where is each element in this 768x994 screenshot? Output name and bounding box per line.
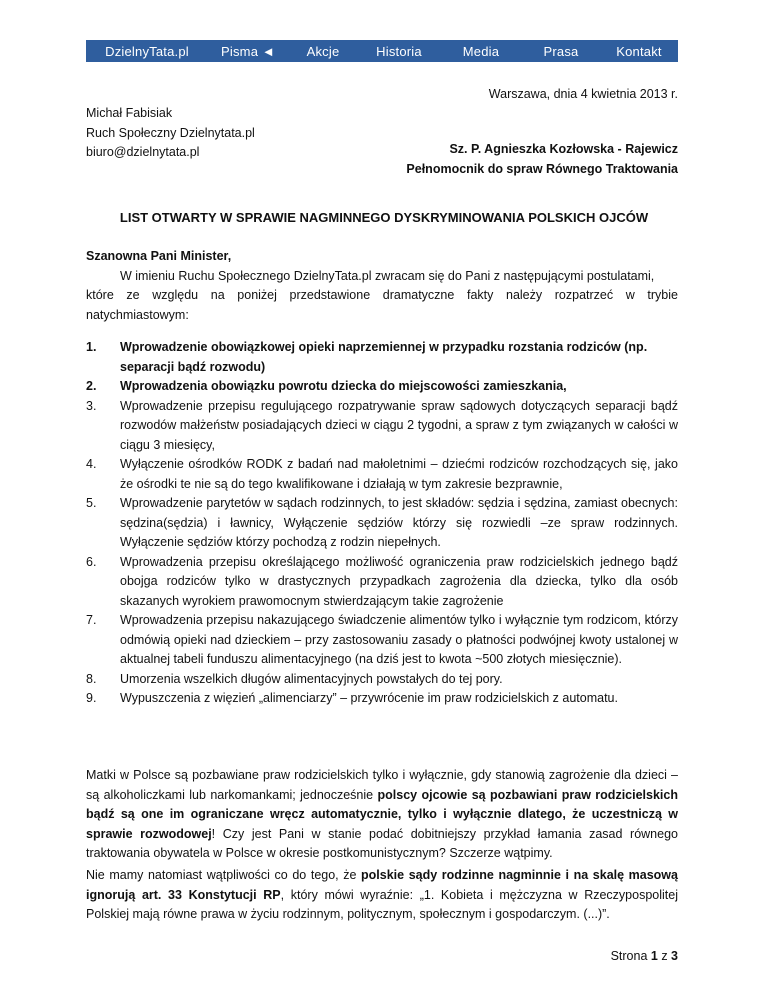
list-item-text: Wypuszczenia z więzień „alimenciarzy” – przywrócenie im praw rodzicielskich z automatu. xyxy=(120,691,618,705)
list-item-number: 2. xyxy=(86,379,97,393)
intro-line-1: W imieniu Ruchu Społecznego DzielnyTata.pl zwracam się do Pani z następującymi postulatami, xyxy=(120,268,655,283)
list-item-number: 6. xyxy=(86,554,97,569)
list-item-text: Wprowadzenie obowiązkowej opieki naprzemiennej w przypadku rozstania rodziców (np. separacji bądź rozwodu) xyxy=(120,340,648,374)
sender-name: Michał Fabisiak xyxy=(86,106,173,120)
list-item-text: Wprowadzenia obowiązku powrotu dziecka do miejscowości zamieszkania, xyxy=(120,379,567,393)
letter-date: Warszawa, dnia 4 kwietnia 2013 r. xyxy=(488,87,678,101)
list-item xyxy=(86,553,678,612)
list-item xyxy=(86,494,678,553)
list-item-number: 8. xyxy=(86,671,97,686)
letter-title: LIST OTWARTY W SPRAWIE NAGMINNEGO DYSKRYMINOWANIA POLSKICH OJCÓW xyxy=(119,210,649,225)
intro-line-2: które ze względu na poniżej przedstawione dramatyczne fakty należy rozpatrzeć w trybie xyxy=(86,288,678,302)
list-item-number: 5. xyxy=(86,496,97,510)
nav-item-historia[interactable]: Historia xyxy=(376,43,422,59)
nav-item-pisma[interactable]: Pisma ◄ xyxy=(221,43,275,59)
sender-block xyxy=(86,104,255,163)
top-navigation-bar xyxy=(86,40,678,62)
list-item xyxy=(86,611,678,670)
list-item-text: Wyłączenie ośrodków RODK z badań nad małoletnimi – dziećmi rodziców rozchodzących się, jako że ośrodki te nie są do tego kwalifikowane i działają w tym zakresie bezprawnie, xyxy=(120,457,678,491)
nav-item-home[interactable]: DzielnyTata.pl xyxy=(105,43,189,59)
sender-organization: Ruch Społeczny Dzielnytata.pl xyxy=(86,125,255,140)
intro-block xyxy=(86,247,678,325)
list-item xyxy=(86,689,678,709)
recipient-name: Sz. P. Agnieszka Kozłowska - Rajewicz xyxy=(449,142,678,156)
page-number xyxy=(611,949,678,963)
list-item xyxy=(86,397,678,456)
list-item-text: Wprowadzenia przepisu nakazującego świadczenie alimentów tylko i wyłącznie tym rodzicom, którzy odmówią opieki nad dzieckiem – przy zastosowaniu zasady o płatności podwójnej kwoty ustalonej w aktualnej tabeli funduszu alimentacyjnego (na dziś jest to kwota ~500 złotych miesięcznie). xyxy=(120,613,678,666)
paragraph-1-bold: polscy ojcowie są pozbawiani praw rodzicielskich bądź są one im ograniczane wręcz automatycznie, tylko i wyłącznie dlatego, że uczestniczą w sprawie rozwodowej xyxy=(86,787,678,841)
list-item-number: 9. xyxy=(86,691,97,705)
list-item xyxy=(86,670,678,690)
list-item-number: 3. xyxy=(86,398,97,413)
paragraph-1 xyxy=(86,766,678,864)
nav-item-media[interactable]: Media xyxy=(462,43,500,59)
recipient-role: Pełnomocnik do spraw Równego Traktowania xyxy=(406,161,678,176)
intro-line-3: natychmiastowym: xyxy=(86,307,189,322)
list-item-text: Umorzenia wszelkich długów alimentacyjnych powstałych do tej pory. xyxy=(120,671,503,686)
paragraph-2-bold: polskie sądy rodzinne nagminnie i na skalę masową ignorują art. 33 Konstytucji RP xyxy=(86,868,678,902)
nav-item-kontakt[interactable]: Kontakt xyxy=(616,43,662,59)
postulates-list xyxy=(86,338,678,709)
list-item-number: 1. xyxy=(86,340,97,354)
list-item xyxy=(86,338,678,377)
paragraph-2-text-a: Nie mamy natomiast wątpliwości co do tego, że xyxy=(86,868,362,882)
list-item-text: Wprowadzenie parytetów w sądach rodzinnych, to jest składów: sędzia i sędzina, zamiast obecnych: sędzina(sędzia) i ławnicy, Wyłączenie sędziów którzy się rozwiedli –ze spraw rodzinnych. Wyłączenie sędziów którzy pochodzą z rodzin niepełnych. xyxy=(120,496,678,549)
nav-item-prasa[interactable]: Prasa xyxy=(543,43,579,59)
list-item xyxy=(86,377,678,397)
paragraph-1-text-a: Matki w Polsce są pozbawiane praw rodzicielskich tylko i wyłącznie, gdy stanowią zagrożenie dla dzieci – są alkoholiczkami lub narkomankami; jednocześnie xyxy=(86,768,678,802)
paragraph-1-text-b: ! Czy jest Pani w stanie podać dobitniejszy przykład łamania zasad równego traktowania obywatela w Polsce w okresie postkomunistycznym? Szczerze wątpimy. xyxy=(86,826,678,860)
paragraph-2-text-b: , który mówi wyraźnie: „1. Kobieta i mężczyzna w Rzeczypospolitej Polskiej mają równe prawa w życiu rodzinnym, politycznym, społecznym i gospodarczym. (...)”. xyxy=(86,887,678,921)
page-current: 1 xyxy=(650,949,658,963)
recipient-block xyxy=(406,140,678,179)
paragraph-2 xyxy=(86,866,678,925)
page-total: 3 xyxy=(671,949,678,963)
sender-email: biuro@dzielnytata.pl xyxy=(86,145,200,159)
list-item-text: Wprowadzenia przepisu określającego możliwość ograniczenia praw rodzicielskich jednego bądź obojga rodziców tylko w drastycznych przypadkach zagrożenia dla dziecka, tylko dla osób skazanych wyrokiem prawomocnym stwierdzającym takie zagrożenie xyxy=(120,554,678,608)
page-separator: z xyxy=(657,949,672,963)
list-item xyxy=(86,455,678,494)
list-item-number: 7. xyxy=(86,613,97,627)
page-label: Strona xyxy=(610,949,651,963)
list-item-text: Wprowadzenie przepisu regulującego rozpatrywanie spraw sądowych dotyczących separacji bądź rozwodów małżeństw posiadających dzieci w ciągu 2 tygodni, a spraw z tym związanych w całości w ciągu 3 miesięcy, xyxy=(120,398,678,452)
list-item-number: 4. xyxy=(86,457,97,471)
salutation: Szanowna Pani Minister, xyxy=(86,249,232,263)
nav-item-akcje[interactable]: Akcje xyxy=(306,43,340,59)
